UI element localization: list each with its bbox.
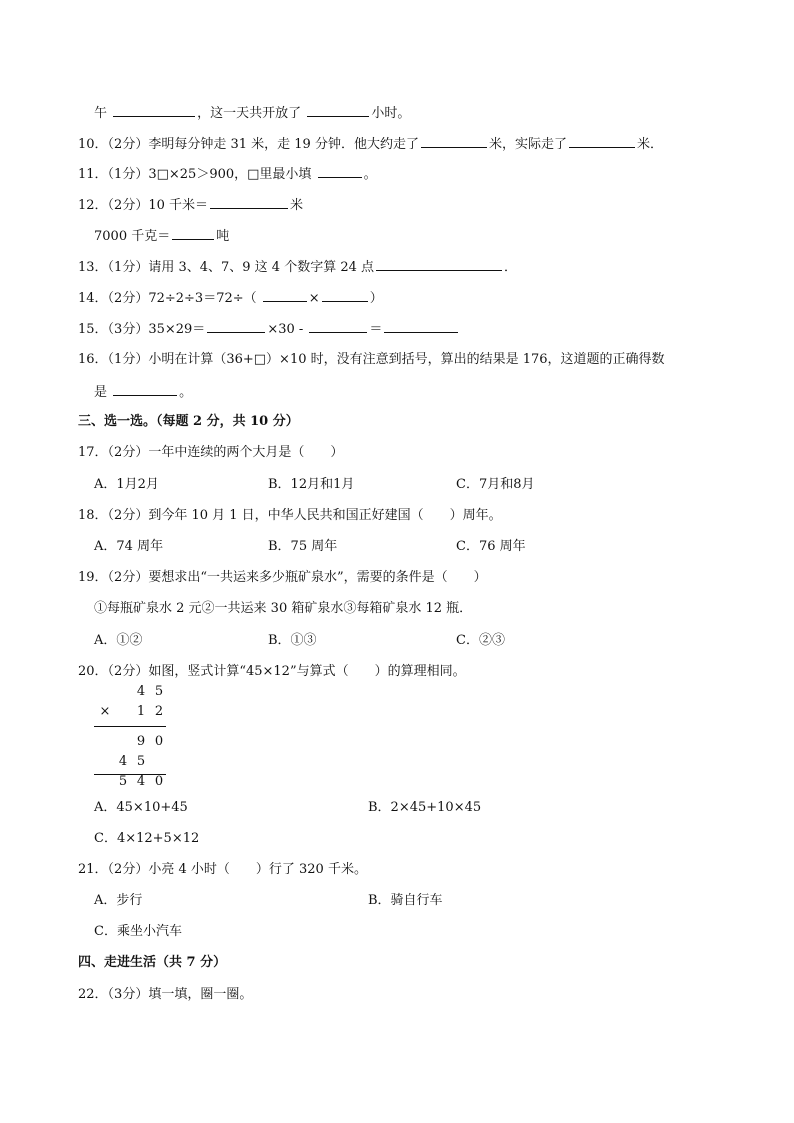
question-20 (78, 662, 466, 682)
q20-option-a[interactable]: A．45×10+45 (94, 800, 188, 815)
q17-option-c[interactable]: C．7月和8月 (456, 477, 535, 492)
q15-mid2-text: ＝ (369, 322, 383, 337)
q20-option-c[interactable]: C．4×12+5×12 (94, 831, 200, 846)
q11-post-text: 。 (363, 167, 377, 182)
q14-blank-2[interactable] (322, 287, 368, 302)
q15-mid1-text: ×30 - (267, 322, 304, 337)
q18-option-b[interactable]: B．75 周年 (268, 539, 338, 554)
question-13 (78, 256, 517, 278)
q14-number: 14．（2分） (78, 291, 149, 306)
q10-post-text: 米． (636, 137, 663, 152)
vc-row-partial-2 (94, 754, 166, 774)
q11-blank[interactable] (318, 163, 362, 178)
q16-line2-text: 是 (94, 385, 108, 400)
q13-text: 请用 3、4、7、9 这 4 个数字算 24 点 (148, 260, 375, 275)
q16-text: 小明在计算（36+□）×10 时，没有注意到括号，算出的结果是 176，这道题的正确得数 (148, 352, 665, 367)
vc-digit: 9 (136, 734, 146, 749)
question-16 (78, 350, 665, 370)
q20-number: 20．（2分） (78, 664, 149, 679)
question-21 (78, 860, 367, 880)
q12-post-text: 米 (290, 198, 304, 213)
q19-number: 19．（2分） (78, 570, 149, 585)
vc-digit: 4 (118, 754, 128, 769)
question-11 (78, 163, 377, 185)
q10-text: 李明每分钟走 31 米，走 19 分钟．他大约走了 (148, 137, 419, 152)
q14-mid-text: × (308, 291, 320, 306)
q20-text: 如图，竖式计算“45×12”与算式（ ）的算理相同。 (148, 664, 466, 679)
q17-option-a[interactable]: A．1月2月 (94, 477, 159, 492)
q16-post-text: 。 (179, 385, 193, 400)
q17-number: 17．（2分） (78, 445, 149, 460)
vc-row-multiplicand (94, 684, 166, 704)
q15-blank-2[interactable] (309, 318, 367, 333)
q15-text: 35×29＝ (148, 322, 206, 337)
q19-text: 要想求出“一共运来多少瓶矿泉水”，需要的条件是（ ） (148, 570, 487, 585)
section-4-heading: 四、走进生活（共 7 分） (78, 955, 227, 970)
vc-digit: 0 (154, 734, 164, 749)
q12-blank-1[interactable] (210, 194, 288, 209)
q21-option-b[interactable]: B．骑自行车 (368, 893, 443, 908)
q12-blank-2[interactable] (172, 225, 214, 240)
q19-conditions: ①每瓶矿泉水 2 元②一共运来 30 箱矿泉水③每箱矿泉水 12 瓶． (94, 601, 473, 616)
q20-option-b[interactable]: B．2×45+10×45 (368, 800, 482, 815)
q19-option-c[interactable]: C．②③ (456, 633, 505, 648)
q10-blank-2[interactable] (569, 133, 635, 148)
vc-digit: 5 (136, 754, 146, 769)
q17-text: 一年中连续的两个大月是（ ） (148, 445, 344, 460)
q18-option-a[interactable]: A．74 周年 (94, 539, 164, 554)
q18-text: 到今年 10 月 1 日，中华人民共和国正好建国（ ）周年。 (148, 508, 502, 523)
q13-post-text: ． (504, 260, 518, 275)
q9-blank-2[interactable] (307, 102, 369, 117)
q13-number: 13．（1分） (78, 260, 149, 275)
vc-row-product (94, 774, 166, 794)
vc-digit: 4 (136, 684, 146, 699)
q19-option-a[interactable]: A．①② (94, 633, 143, 648)
question-12-line-2 (94, 225, 229, 247)
vc-times-sign: × (99, 704, 111, 719)
q12-text: 10 千米＝ (148, 198, 209, 213)
q17-option-b[interactable]: B．12月和1月 (268, 477, 355, 492)
vertical-multiplication (94, 684, 174, 794)
q22-text: 填一填，圈一圈。 (148, 987, 253, 1002)
q12-number: 12．（2分） (78, 198, 149, 213)
q21-option-a[interactable]: A．步行 (94, 893, 143, 908)
vc-digit: 5 (118, 774, 128, 789)
q12-line2-post: 吨 (216, 229, 230, 244)
q9-post-text: 小时。 (371, 106, 411, 121)
q9-pre-text: 午 (94, 106, 108, 121)
vc-digit: 5 (154, 684, 164, 699)
question-12 (78, 194, 303, 216)
q12-line2-text: 7000 千克＝ (94, 229, 171, 244)
question-18 (78, 506, 502, 526)
question-19 (78, 568, 487, 588)
q9-blank-1[interactable] (113, 102, 195, 117)
vc-rule-1 (94, 726, 166, 727)
q16-blank[interactable] (113, 381, 177, 396)
question-15 (78, 318, 460, 340)
q16-number: 16．（1分） (78, 352, 149, 367)
question-17 (78, 443, 343, 463)
vc-digit: 4 (136, 774, 146, 789)
q10-number: 10．（2分） (78, 137, 149, 152)
q9-continuation (94, 102, 410, 124)
vc-row-multiplier (94, 704, 166, 724)
q9-mid-text: ，这一天共开放了 (197, 106, 302, 121)
q10-blank-1[interactable] (421, 133, 487, 148)
q18-option-c[interactable]: C．76 周年 (456, 539, 526, 554)
q19-option-b[interactable]: B．①③ (268, 633, 317, 648)
vc-digit: 0 (154, 774, 164, 789)
q14-blank-1[interactable] (263, 287, 307, 302)
question-10 (78, 133, 663, 155)
q11-number: 11．（1分） (78, 167, 149, 182)
q14-post-text: ） (369, 291, 383, 306)
q15-blank-1[interactable] (207, 318, 265, 333)
vc-row-partial-1 (94, 734, 166, 754)
q13-blank[interactable] (376, 256, 502, 271)
vc-digit: 2 (154, 704, 164, 719)
vc-digit: 1 (136, 704, 146, 719)
q10-mid-text: 米，实际走了 (488, 137, 567, 152)
question-14 (78, 287, 383, 309)
question-22 (78, 985, 252, 1005)
q18-number: 18．（2分） (78, 508, 149, 523)
section-3-heading: 三、选一选。（每题 2 分，共 10 分） (78, 414, 299, 429)
q22-number: 22．（3分） (78, 987, 149, 1002)
q15-blank-3[interactable] (384, 318, 458, 333)
question-16-line-2 (94, 381, 192, 403)
q21-text: 小亮 4 小时（ ）行了 320 千米。 (148, 862, 367, 877)
q21-number: 21．（2分） (78, 862, 149, 877)
q21-option-c[interactable]: C．乘坐小汽车 (94, 924, 182, 939)
q15-number: 15．（3分） (78, 322, 149, 337)
q11-text: 3□×25＞900，□里最小填 (148, 167, 312, 182)
q14-text: 72÷2÷3＝72÷（ (148, 291, 257, 306)
